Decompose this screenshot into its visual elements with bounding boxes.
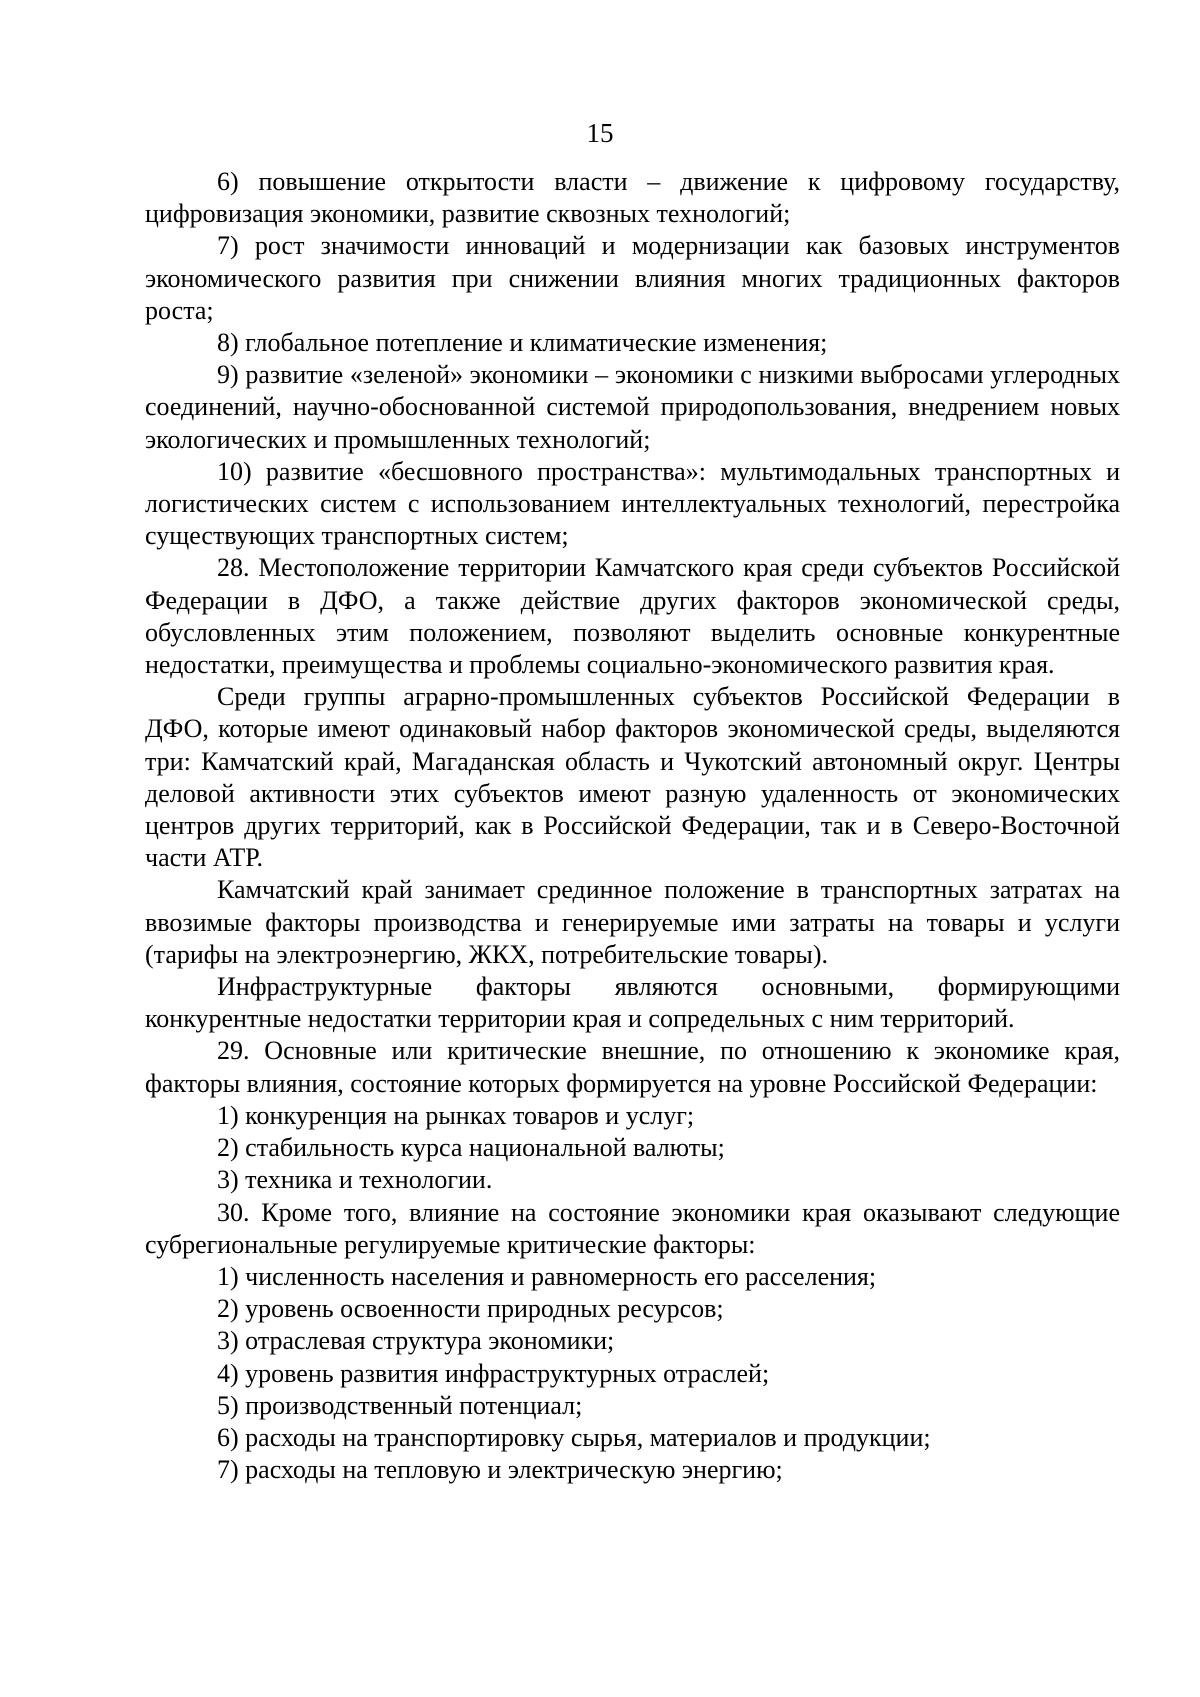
paragraph-agro-industrial-group: Среди группы аграрно-промышленных субъектов Российской Федерации в ДФО, которые имеют одинаковый набор факторов экономической среды, выделяются три: Камчатский край, Магаданская область и Чукотский автономный округ. Центры деловой активности этих субъектов имеют разную удаленность от экономических центров других территорий, как в Российской Федерации, так и в Северо-Восточной части АТР. — [145, 682, 1120, 873]
list-item-external-3: 3) техника и технологии. — [217, 1165, 493, 1195]
list-item-external-2: 2) стабильность курса национальной валюты; — [217, 1133, 725, 1163]
page-number: 15 — [586, 118, 614, 148]
list-item-subregional-2: 2) уровень освоенности природных ресурсов; — [217, 1294, 724, 1324]
list-item-subregional-7: 7) расходы на тепловую и электрическую энергию; — [217, 1455, 783, 1485]
paragraph-section-28: 28. Местоположение территории Камчатского края среди субъектов Российской Федерации в ДФО, а также действие других факторов экономической среды, обусловленных этим положением, позволяют выделить основные конкурентные недостатки, преимущества и проблемы социально-экономического развития края. — [145, 553, 1120, 680]
paragraph-item-10: 10) развитие «бесшовного пространства»: мультимодальных транспортных и логистических систем с использованием интеллектуальных технологий, перестройка существующих транспортных систем; — [145, 456, 1120, 551]
list-item-external-1: 1) конкуренция на рынках товаров и услуг; — [217, 1100, 695, 1130]
list-item-subregional-1: 1) численность населения и равномерность его расселения; — [217, 1261, 877, 1291]
paragraph-infrastructure-factors: Инфраструктурные факторы являются основными, формирующими конкурентные недостатки территории края и сопредельных с ним территорий. — [145, 972, 1120, 1034]
paragraph-item-6: 6) повышение открытости власти – движение к цифровому государству, цифровизация экономики, развитие сквозных технологий; — [145, 167, 1120, 229]
list-item-subregional-3: 3) отраслевая структура экономики; — [217, 1326, 615, 1356]
list-item-subregional-6: 6) расходы на транспортировку сырья, материалов и продукции; — [217, 1422, 931, 1452]
paragraph-section-30: 30. Кроме того, влияние на состояние экономики края оказывают следующие субрегиональные регулируемые критические факторы: — [145, 1197, 1120, 1259]
paragraph-item-9: 9) развитие «зеленой» экономики – экономики с низкими выбросами углеродных соединений, научно-обоснованной системой природопользования, внедрением новых экологических и промышленных технологий; — [145, 360, 1120, 454]
list-item-subregional-5: 5) производственный потенциал; — [217, 1390, 583, 1420]
paragraph-item-7: 7) рост значимости инноваций и модернизации как базовых инструментов экономического развития при снижении влияния многих традиционных факторов роста; — [145, 231, 1120, 325]
paragraph-section-29: 29. Основные или критические внешние, по отношению к экономике края, факторы влияния, состояние которых формируется на уровне Российской Федерации: — [145, 1036, 1120, 1098]
paragraph-item-8: 8) глобальное потепление и климатические изменения; — [217, 328, 828, 358]
list-item-subregional-4: 4) уровень развития инфраструктурных отраслей; — [217, 1358, 770, 1388]
document-body — [145, 166, 1120, 1486]
paragraph-kamchatka-position: Камчатский край занимает срединное положение в транспортных затратах на ввозимые факторы производства и генерируемые ими затраты на товары и услуги (тарифы на электроэнергию, ЖКХ, потребительские товары). — [145, 875, 1120, 969]
